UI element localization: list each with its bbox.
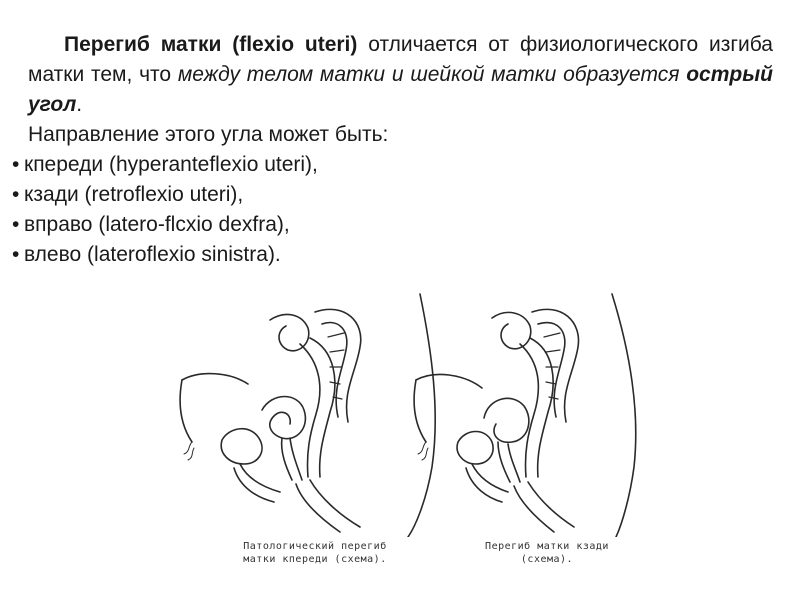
list-item xyxy=(12,210,757,240)
intro-bold-italic: острый угол xyxy=(28,63,774,116)
directions-list xyxy=(12,150,757,270)
bullet-icon: • xyxy=(12,183,20,206)
list-item-text: влево (lateroflexio sinistra). xyxy=(24,243,281,266)
bullet-icon: • xyxy=(12,243,20,266)
caption-line: Патологический перегиб xyxy=(243,541,387,552)
intro-italic: между телом матки и шейкой матки образуется xyxy=(177,63,687,86)
list-item xyxy=(12,180,757,210)
bullet-icon: • xyxy=(12,213,20,236)
term-heading: Перегиб матки (flexio uteri) xyxy=(64,33,358,56)
figure-retroflexio xyxy=(402,292,692,584)
list-item-text: кзади (retroflexio uteri), xyxy=(24,183,244,206)
intro-text: отличается от физиологического изгиба матки тем, что xyxy=(28,33,773,86)
pelvis-diagram-retroflexio xyxy=(402,292,692,537)
intro-paragraph xyxy=(28,30,773,120)
text-block xyxy=(12,30,774,270)
list-item xyxy=(12,240,757,270)
caption-line: Перегиб матки кзади xyxy=(485,541,609,552)
caption-line: матки кпереди (схема). xyxy=(243,554,387,565)
list-item-text: кпереди (hyperanteflexio uteri), xyxy=(24,153,318,176)
list-item xyxy=(12,150,757,180)
directions-heading: Направление этого угла может быть: xyxy=(28,123,389,146)
intro-end: . xyxy=(76,93,83,116)
list-item-text: вправо (latero-flcxio dexfra), xyxy=(24,213,290,236)
bullet-icon: • xyxy=(12,153,20,176)
caption-line: (схема). xyxy=(520,554,574,565)
figure-caption-right xyxy=(402,540,692,566)
